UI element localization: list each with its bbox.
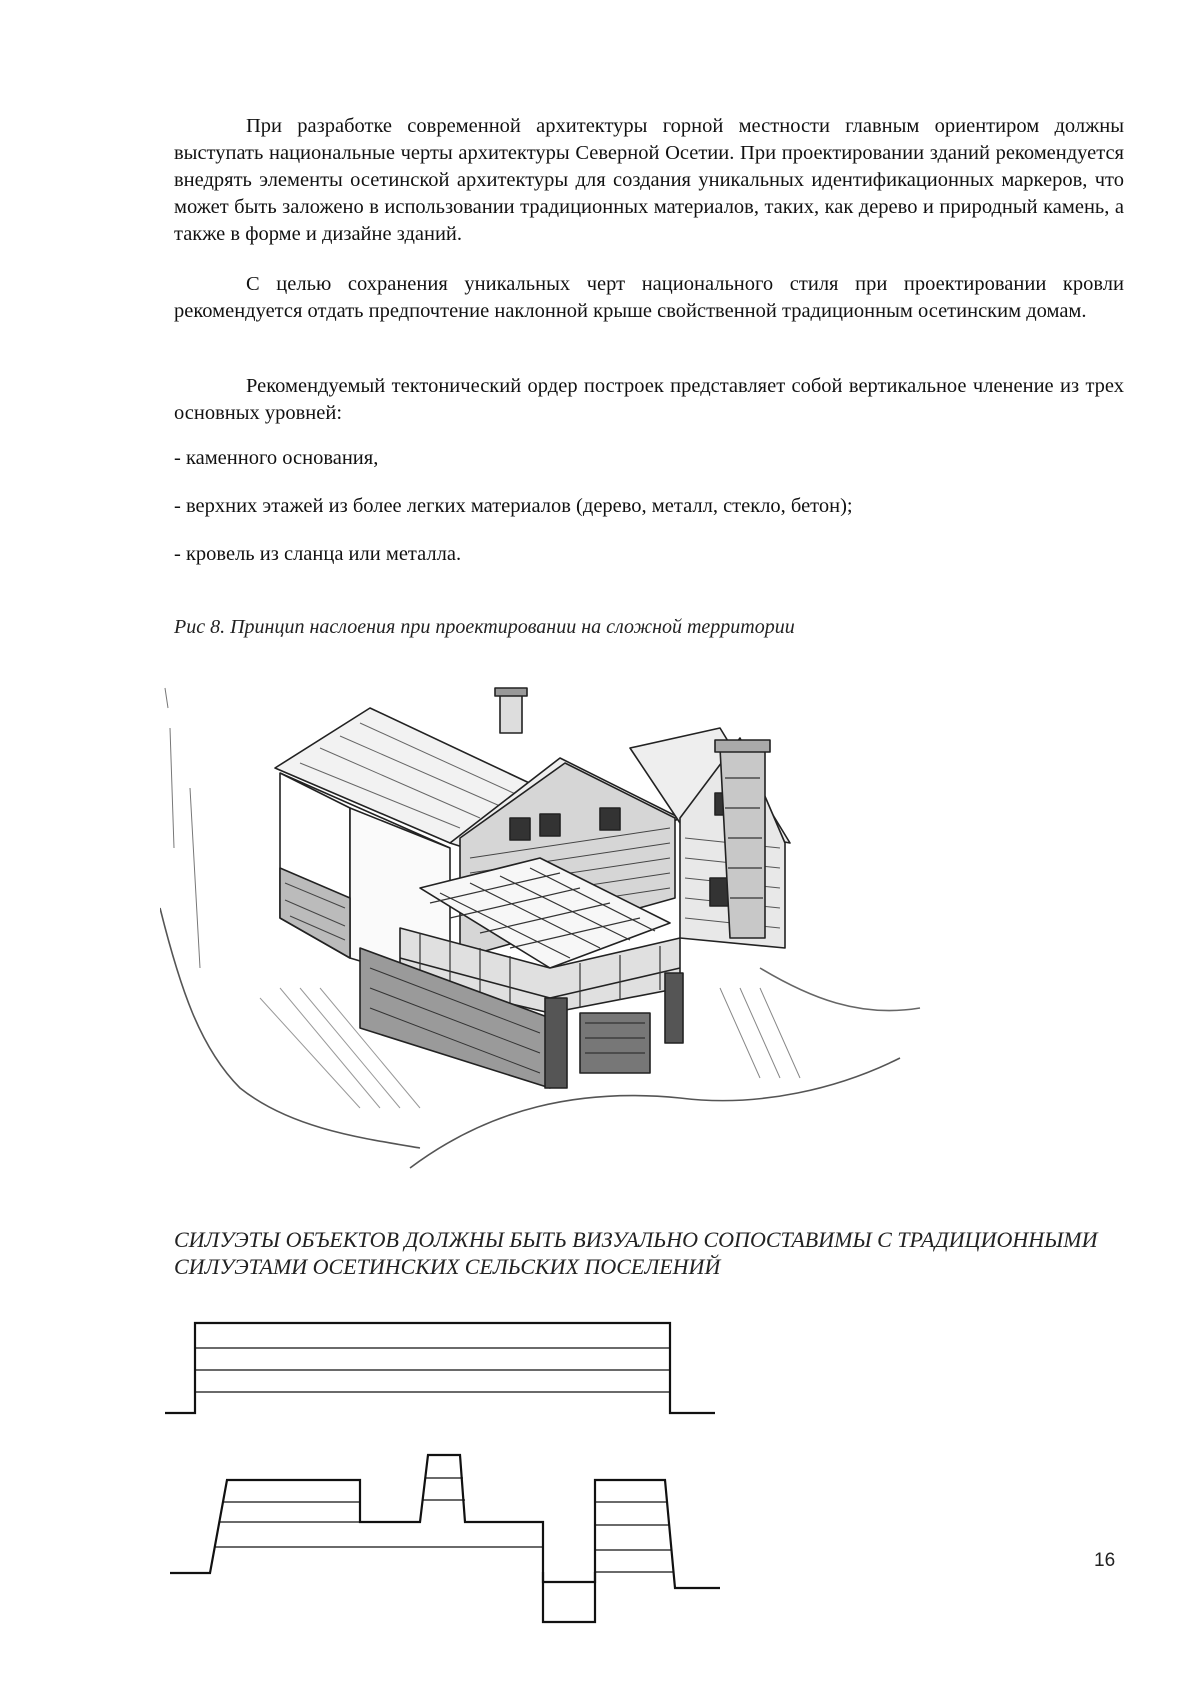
paragraph-roof: С целью сохранения уникальных черт национального стиля при проектировании кровли рекомендуется отдать предпочтение наклонной крыше свойственной традиционным осетинским домам.	[174, 273, 1124, 322]
long-building-silhouette	[165, 1323, 715, 1413]
traditional-floor-lines	[215, 1478, 673, 1572]
silhouette-slogan: СИЛУЭТЫ ОБЪЕКТОВ ДОЛЖНЫ БЫТЬ ВИЗУАЛЬНО СОПОСТАВИМЫ С ТРАДИЦИОННЫМИ СИЛУЭТАМИ ОСЕТИНСКИХ СЕЛЬСКИХ ПОСЕЛЕНИЙ	[174, 1227, 1098, 1279]
list-item-upper-floors: - верхних этажей из более легких материалов (дерево, металл, стекло, бетон);	[174, 495, 853, 517]
long-building-floor-lines	[195, 1348, 670, 1392]
house-sketch-illustration	[160, 668, 940, 1198]
list-item-stone-base: - каменного основания,	[174, 447, 379, 469]
list-item-roofs: - кровель из сланца или металла.	[174, 543, 462, 565]
silhouette-comparison-diagram	[165, 1310, 805, 1670]
page-number: 16	[1094, 1550, 1116, 1571]
paragraph-intro: При разработке современной архитектуры горной местности главным ориентиром должны выступать национальные черты архитектуры Северной Осетии. При проектировании зданий рекомендуется внедрять элементы осетинской архитектуры для создания уникальных идентификационных маркеров, что может быть заложено в использовании традиционных материалов, таких, как дерево и природный камень, а также в форме и дизайне зданий.	[174, 115, 1124, 245]
figure-caption: Рис 8. Принцип наслоения при проектировании на сложной территории	[174, 616, 795, 638]
paragraph-tectonic-order: Рекомендуемый тектонический ордер построек представляет собой вертикальное членение из трех основных уровней:	[174, 375, 1124, 424]
